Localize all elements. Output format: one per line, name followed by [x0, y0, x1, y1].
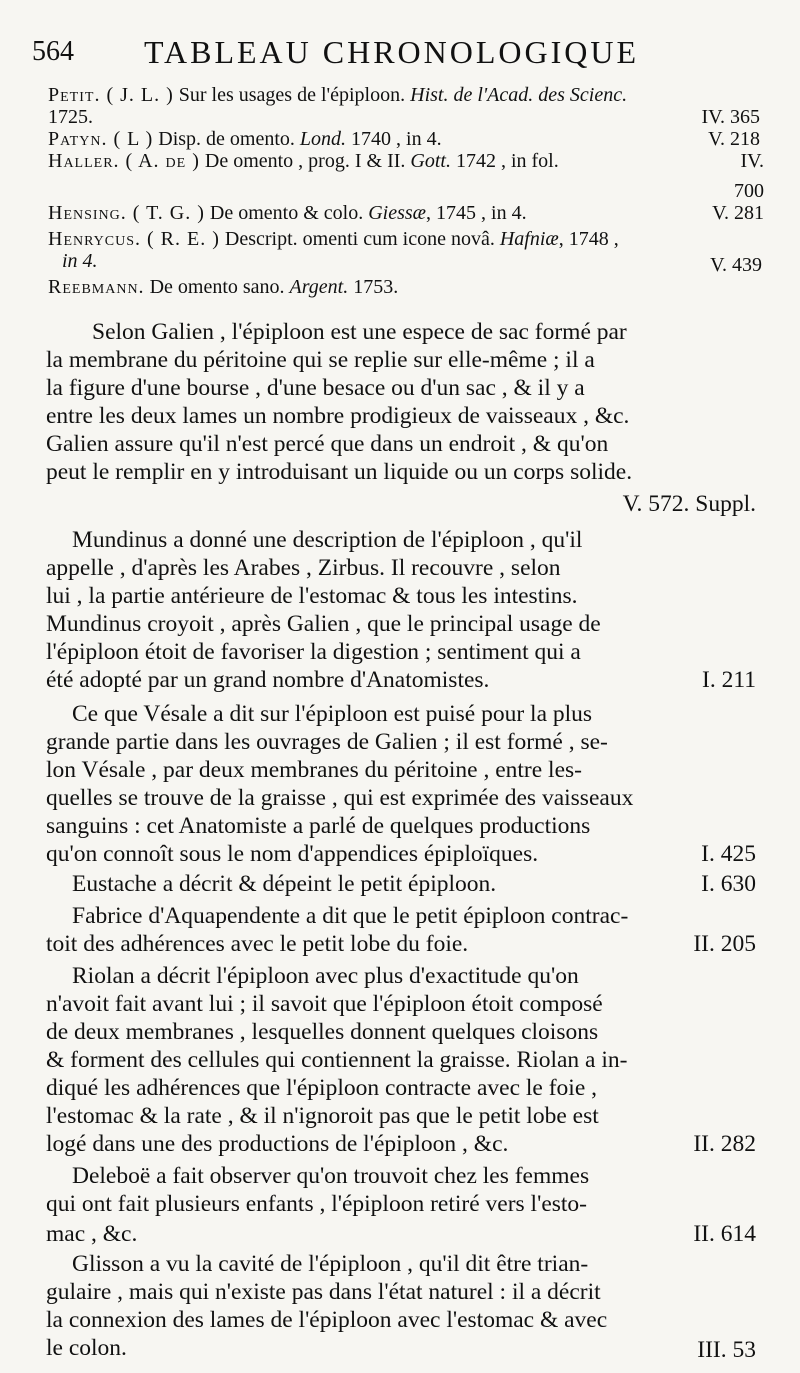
- text-line: sanguins : cet Anatomiste a parlé de quelques productions: [46, 813, 591, 839]
- text-line: Mundinus a donné une description de l'épiploon , qu'il: [72, 527, 583, 553]
- text-line: Galien assure qu'il n'est percé que dans un endroit , & qu'on: [46, 431, 609, 457]
- reference-continuation: in 4.: [62, 250, 98, 272]
- reference-locator: I. 211: [702, 667, 756, 693]
- reference-locator: IV. 365: [701, 106, 760, 128]
- text-line: grande partie dans les ouvrages de Galien ; il est formé , se-: [46, 729, 608, 755]
- text-line: n'avoit fait avant lui ; il savoit que l'épiploon étoit composé: [46, 991, 603, 1017]
- text-line: la figure d'une bourse , d'une besace ou d'un sac , & il y a: [46, 375, 585, 401]
- text-line: Selon Galien , l'épiploon est une espece de sac formé par: [92, 319, 627, 345]
- reference-entry: Patyn. ( L ) Disp. de omento. Lond. 1740 , in 4.: [48, 128, 442, 150]
- text-line: mac , &c.: [46, 1221, 138, 1247]
- reference-entry: Henrycus. ( R. E. ) Descript. omenti cum icone novâ. Hafniæ, 1748 ,: [48, 228, 619, 250]
- text-line: & forment des cellules qui contiennent la graisse. Riolan a in-: [46, 1047, 628, 1073]
- text-line: Eustache a décrit & dépeint le petit épiploon.: [72, 871, 497, 897]
- text-line: qui ont fait plusieurs enfants , l'épiploon retiré vers l'esto-: [46, 1191, 588, 1217]
- text-line: de deux membranes , lesquelles donnent quelques cloisons: [46, 1019, 599, 1045]
- text-line: Riolan a décrit l'épiploon avec plus d'exactitude qu'on: [72, 963, 579, 989]
- text-line: logé dans une des productions de l'épiploon , &c.: [46, 1131, 509, 1157]
- text-line: toit des adhérences avec le petit lobe du foie.: [46, 931, 469, 957]
- text-line: l'épiploon étoit de favoriser la digestion ; sentiment qui a: [46, 639, 581, 665]
- reference-locator: III. 53: [697, 1337, 756, 1363]
- page-number: 564: [32, 36, 74, 67]
- reference-locator: V. 439: [710, 254, 762, 276]
- text-line: quelles se trouve de la graisse , qui est exprimée des vaisseaux: [46, 785, 634, 811]
- reference-locator-cont: 700: [734, 180, 764, 202]
- page-header: [32, 28, 772, 78]
- text-line: entre les deux lames un nombre prodigieux de vaisseaux , &c.: [46, 403, 630, 429]
- reference-continuation: 1725.: [48, 106, 93, 128]
- text-line: Glisson a vu la cavité de l'épiploon , qu'il dit être trian-: [72, 1251, 589, 1277]
- text-line: appelle , d'après les Arabes , Zirbus. Il recouvre , selon: [46, 555, 561, 581]
- text-line: été adopté par un grand nombre d'Anatomistes.: [46, 667, 490, 693]
- text-line: la connexion des lames de l'épiploon avec l'estomac & avec: [46, 1307, 608, 1333]
- reference-entry: Haller. ( A. de ) De omento , prog. I & II. Gott. 1742 , in fol.: [48, 150, 559, 172]
- reference-locator: I. 425: [701, 841, 756, 867]
- text-line: Ce que Vésale a dit sur l'épiploon est puisé pour la plus: [72, 701, 593, 727]
- reference-locator: I. 630: [701, 871, 756, 897]
- text-line: Deleboë a fait observer qu'on trouvoit chez les femmes: [72, 1163, 590, 1189]
- text-line: gulaire , mais qui n'existe pas dans l'état naturel : il a décrit: [46, 1279, 601, 1305]
- text-line: le colon.: [46, 1335, 127, 1361]
- text-line: Mundinus croyoit , après Galien , que le principal usage de: [46, 611, 601, 637]
- reference-locator: V. 218: [708, 128, 760, 150]
- reference-locator: V. 281: [712, 202, 764, 224]
- text-line: diqué les adhérences que l'épiploon contracte avec le foie ,: [46, 1075, 598, 1101]
- reference-locator: IV.: [740, 150, 764, 172]
- reference-entry: Petit. ( J. L. ) Sur les usages de l'épiploon. Hist. de l'Acad. des Scienc.: [48, 84, 628, 106]
- text-line: peut le remplir en y introduisant un liquide ou un corps solide.: [46, 459, 633, 485]
- running-title: TABLEAU CHRONOLOGIQUE: [144, 34, 640, 70]
- text-line: qu'on connoît sous le nom d'appendices épiploïques.: [46, 841, 539, 867]
- reference-locator: II. 205: [693, 931, 756, 957]
- reference-entry: Reebmann. De omento sano. Argent. 1753.: [48, 276, 399, 298]
- reference-entry: Hensing. ( T. G. ) De omento & colo. Giessæ, 1745 , in 4.: [48, 202, 527, 224]
- text-line: Fabrice d'Aquapendente a dit que le petit épiploon contrac-: [72, 903, 629, 929]
- text-line: la membrane du péritoine qui se replie sur elle-même ; il a: [46, 347, 595, 373]
- reference-locator: V. 572. Suppl.: [622, 491, 756, 517]
- reference-locator: II. 614: [693, 1221, 756, 1247]
- reference-locator: II. 282: [693, 1131, 756, 1157]
- text-line: l'estomac & la rate , & il n'ignoroit pas que le petit lobe est: [46, 1103, 599, 1129]
- text-line: lui , la partie antérieure de l'estomac & tous les intestins.: [46, 583, 578, 609]
- text-line: lon Vésale , par deux membranes du péritoine , entre les-: [46, 757, 582, 783]
